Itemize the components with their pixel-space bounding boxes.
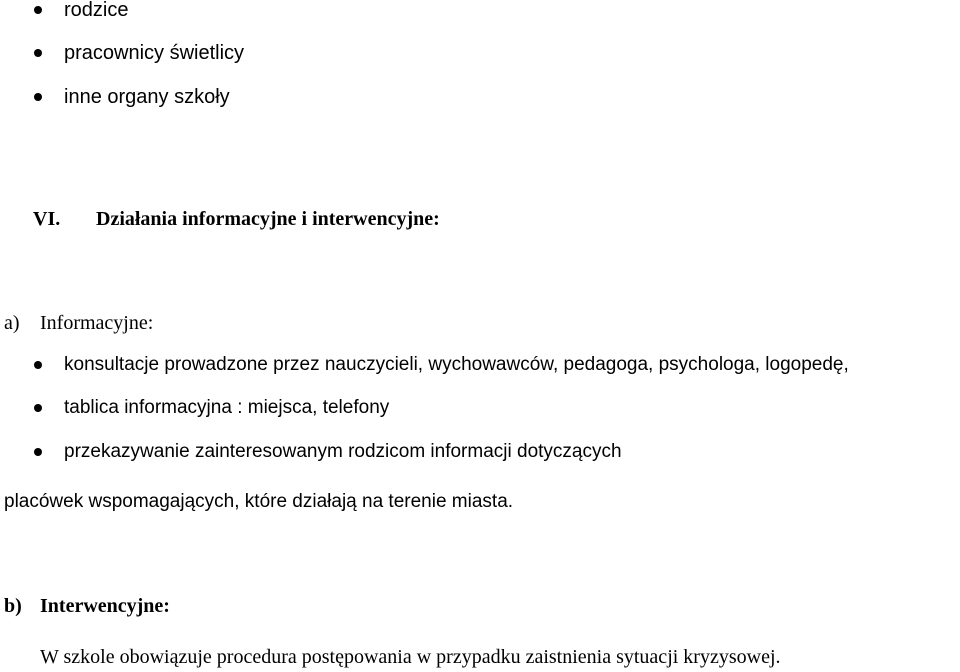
list-item-rodzice: rodzice <box>64 0 129 21</box>
subsection-marker: b) <box>4 595 22 617</box>
list-item-konsultacje: konsultacje prowadzone przez nauczycieli, wychowawców, pedagoga, psychologa, logopedę, <box>64 354 849 375</box>
section-number: VI. <box>33 208 61 230</box>
list-item-przekazywanie: przekazywanie zainteresowanym rodzicom informacji dotyczących <box>64 441 622 462</box>
list-item-inne-organy: inne organy szkoły <box>64 86 230 108</box>
subsection-marker: a) <box>4 312 20 334</box>
continuation-text: placówek wspomagających, które działają na terenie miasta. <box>4 491 514 512</box>
bullet-icon <box>34 93 42 101</box>
list-item-pracownicy: pracownicy świetlicy <box>64 42 245 64</box>
bullet-icon <box>34 361 42 369</box>
subsection-title: Interwencyjne: <box>40 595 170 617</box>
bullet-icon <box>34 448 42 456</box>
bullet-icon <box>34 404 42 412</box>
section-title: Działania informacyjne i interwencyjne: <box>96 208 440 230</box>
list-item-tablica: tablica informacyjna : miejsca, telefony <box>64 397 390 418</box>
subsection-b-text: W szkole obowiązuje procedura postępowania w przypadku zaistnienia sytuacji kryzysowej. <box>40 646 781 668</box>
subsection-title: Informacyjne: <box>40 312 154 334</box>
bullet-icon <box>34 49 42 57</box>
bullet-icon <box>34 6 42 14</box>
